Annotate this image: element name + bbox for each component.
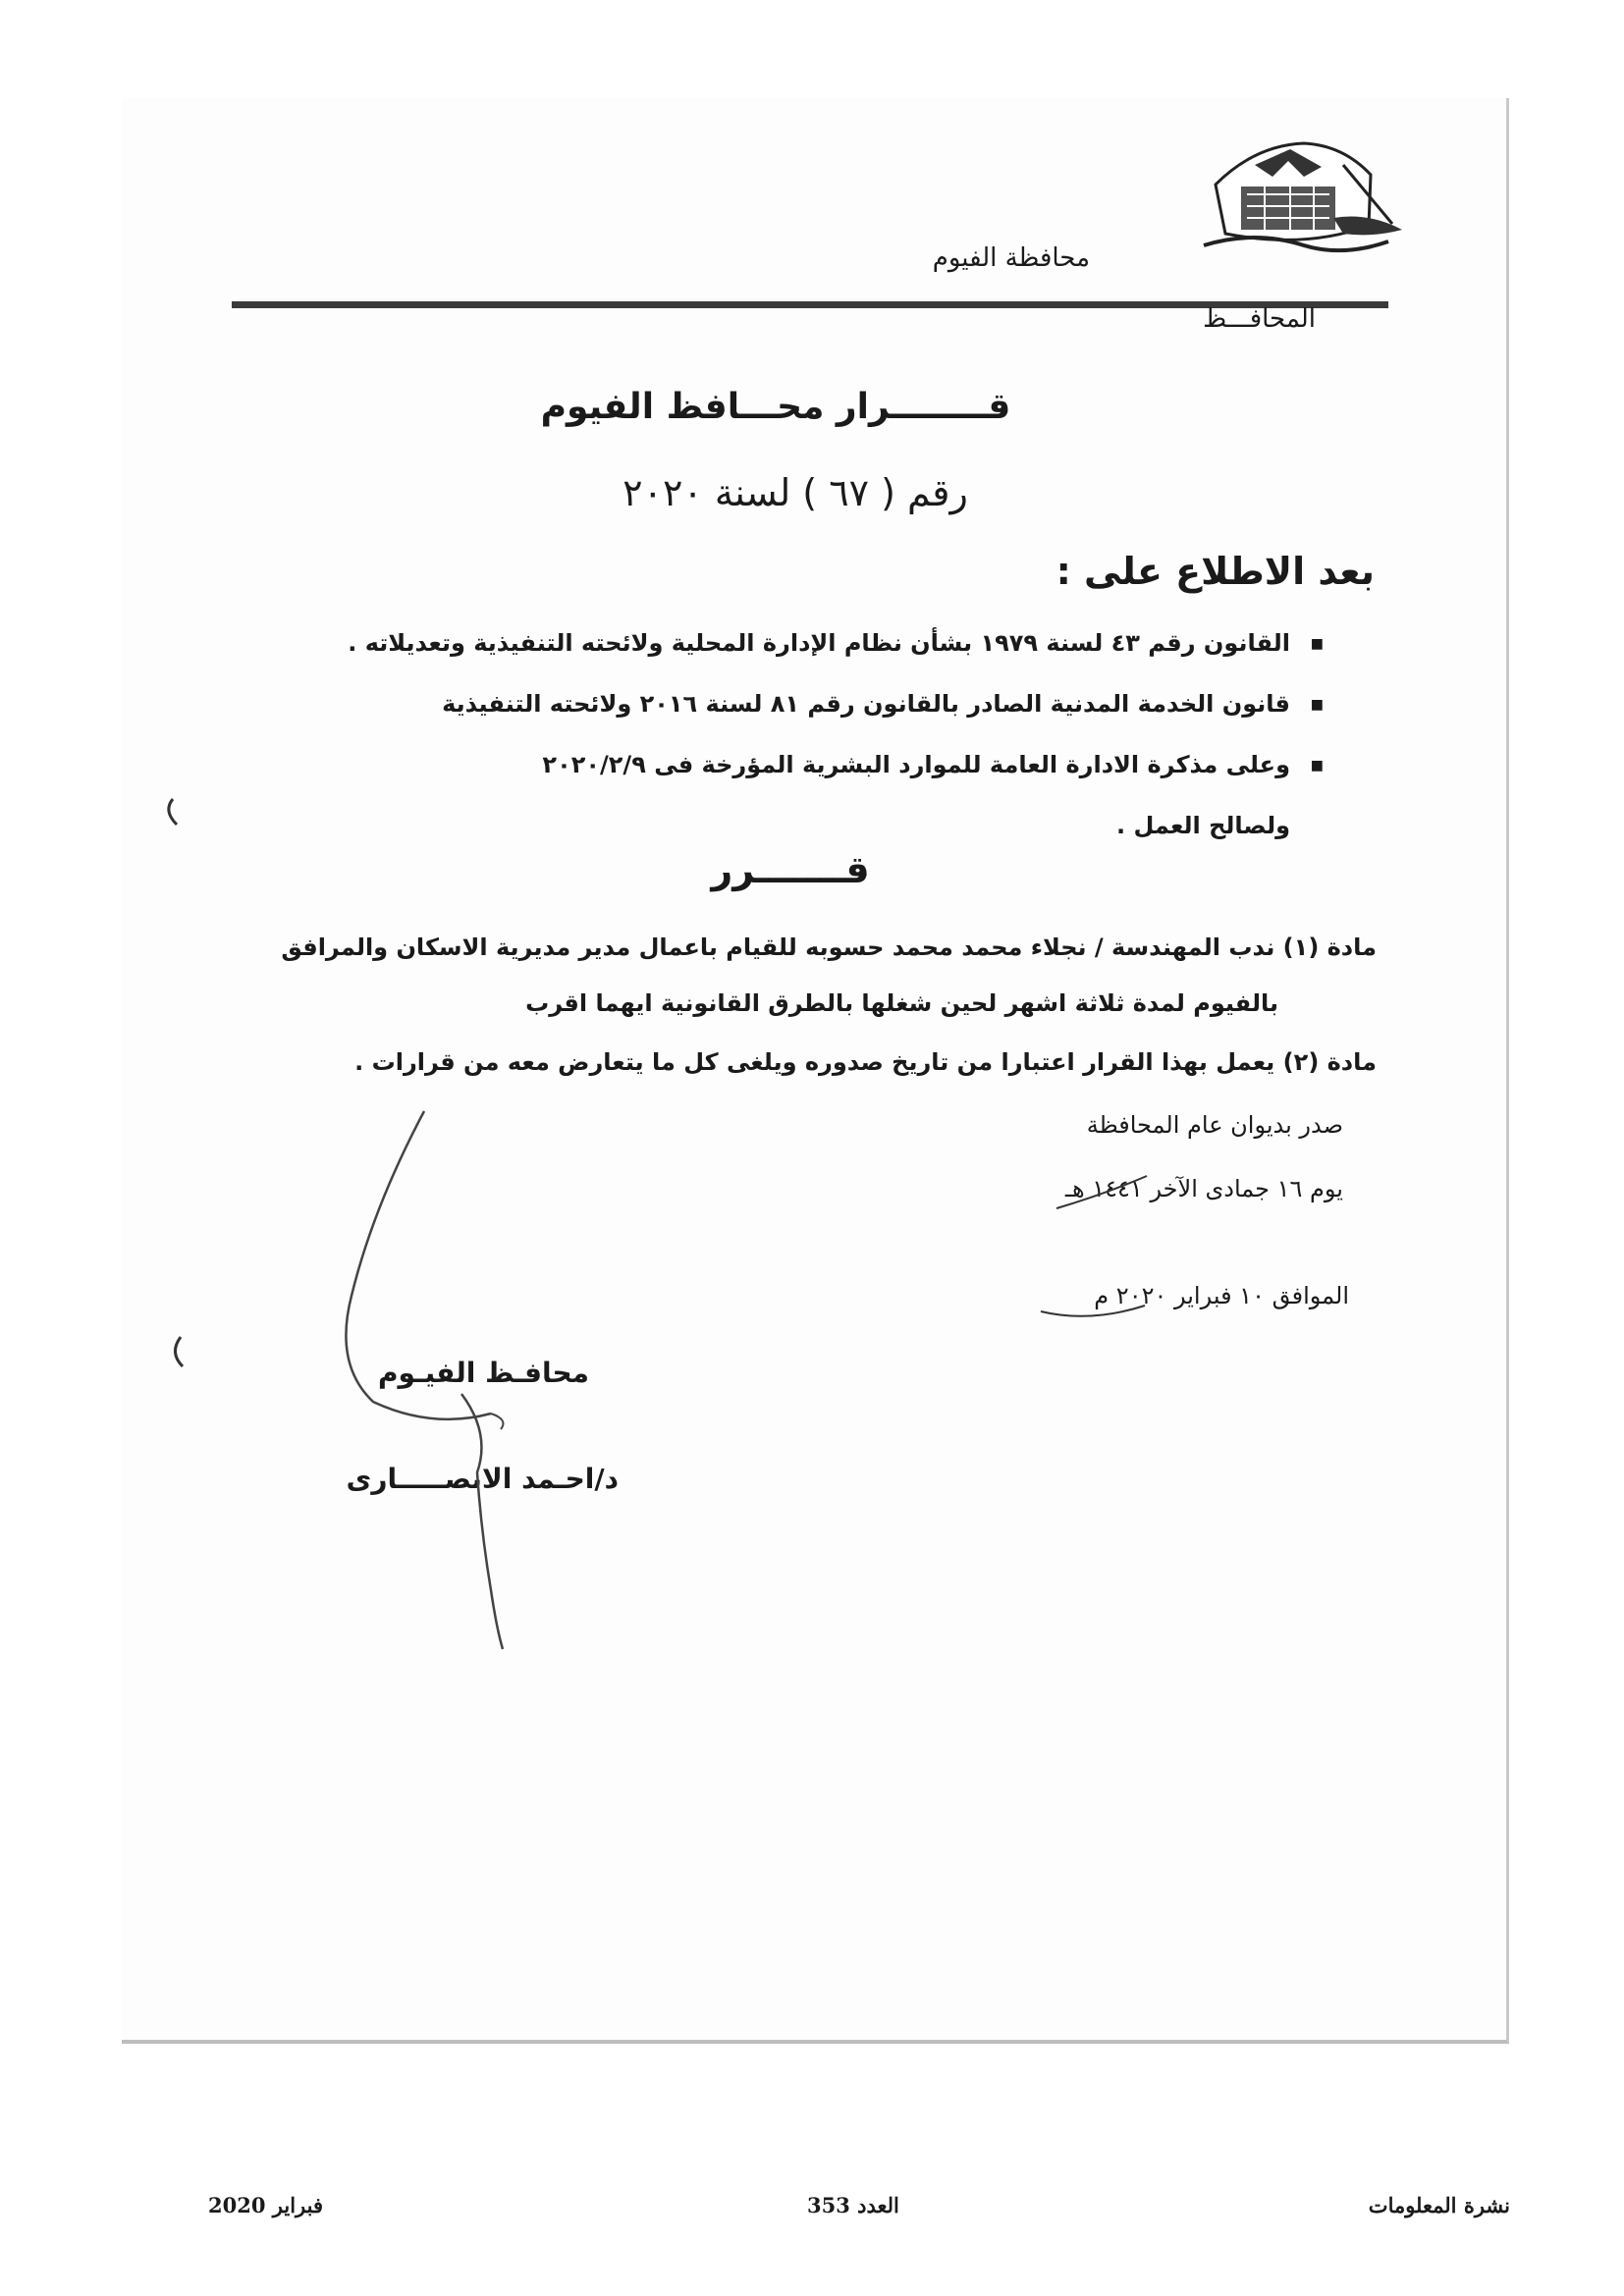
bullet-icon: ■ bbox=[1310, 758, 1324, 774]
footer-date: فبراير 2020 bbox=[208, 2193, 323, 2217]
footer-issue: العدد 353 bbox=[807, 2193, 899, 2217]
gregorian-date: الموافق ١٠ فبراير ٢٠٢٠ م bbox=[1094, 1282, 1349, 1309]
preamble-heading: بعد الاطلاع على : bbox=[1056, 550, 1375, 593]
hijri-date: يوم ١٦ جمادى الآخر ١٤٤١ هـ bbox=[1064, 1175, 1343, 1202]
reference-item bbox=[348, 626, 1324, 661]
article-2: مادة (٢) يعمل بهذا القرار اعتبارا من تاريخ صدوره ويلغى كل ما يتعارض معه من قرارات . bbox=[354, 1048, 1377, 1076]
decides-heading: قـــــــرر bbox=[711, 848, 870, 891]
reference-item bbox=[361, 748, 1324, 782]
governor-office-label: المحافـــظ bbox=[1203, 304, 1316, 334]
governorate-name: محافظة الفيوم bbox=[932, 243, 1090, 273]
article-1-line-1: مادة (١) ندب المهندسة / نجلاء محمد محمد حسوبه للقيام باعمال مدير مديرية الاسكان والمرافق bbox=[281, 934, 1377, 961]
governorate-emblem-icon bbox=[1196, 135, 1404, 261]
footer-publication: نشرة المعلومات bbox=[1368, 2193, 1510, 2217]
references-list bbox=[348, 626, 1324, 869]
bullet-icon: ■ bbox=[1310, 636, 1324, 652]
article-1-line-2: بالفيوم لمدة ثلاثة اشهر لحين شغلها بالطرق القانونية ايهما اقرب bbox=[525, 989, 1278, 1017]
decision-number: رقم ( ٦٧ ) لسنة ٢٠٢٠ bbox=[623, 471, 968, 514]
decision-title: قــــــــرار محـــافظ الفيوم bbox=[540, 387, 1011, 427]
reference-text: قانون الخدمة المدنية الصادر بالقانون رقم ٨١ لسنة ٢٠١٦ ولائحته التنفيذية bbox=[442, 690, 1290, 718]
issued-place: صدر بديوان عام المحافظة bbox=[1086, 1111, 1343, 1139]
signatory-title: محافـظ الفيـوم bbox=[377, 1357, 589, 1389]
bullet-icon: ■ bbox=[1310, 697, 1324, 713]
signatory-name: د/احـمد الانصـــــارى bbox=[346, 1463, 619, 1495]
reference-continuation: ولصالح العمل . bbox=[1115, 812, 1290, 839]
reference-text: وعلى مذكرة الادارة العامة للموارد البشرية المؤرخة فى ٢٠٢٠/٢/٩ bbox=[542, 751, 1290, 778]
reference-item bbox=[361, 687, 1324, 721]
reference-text: القانون رقم ٤٣ لسنة ١٩٧٩ بشأن نظام الإدارة المحلية ولائحته التنفيذية وتعديلاته . bbox=[348, 629, 1290, 657]
